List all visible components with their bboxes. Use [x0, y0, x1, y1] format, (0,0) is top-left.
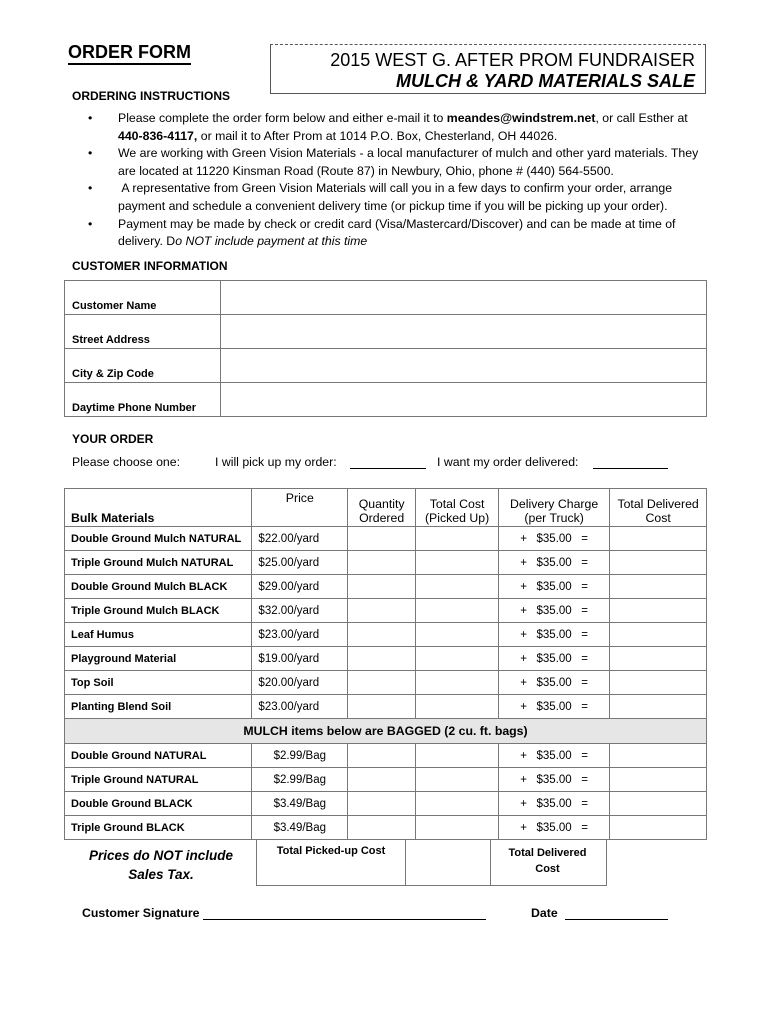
- table-row: [65, 792, 707, 816]
- material-price: $25.00/yard: [252, 551, 348, 575]
- total-cost-input[interactable]: [416, 527, 499, 551]
- delivery-charge: + $35.00 =: [499, 816, 610, 840]
- total-delivered-input[interactable]: [610, 647, 707, 671]
- bagged-heading-row: [65, 719, 707, 744]
- total-delivered-input[interactable]: [610, 744, 707, 768]
- order-table: [64, 488, 707, 840]
- table-row: [65, 527, 707, 551]
- total-cost-input[interactable]: [416, 599, 499, 623]
- total-delivered-input[interactable]: [610, 527, 707, 551]
- total-delivered-input[interactable]: [610, 695, 707, 719]
- table-row: [65, 671, 707, 695]
- quantity-input[interactable]: [348, 792, 416, 816]
- table-row: [65, 599, 707, 623]
- material-price: $32.00/yard: [252, 599, 348, 623]
- bullet-icon: •: [88, 111, 93, 125]
- choose-label: Please choose one:: [72, 455, 181, 469]
- total-cost-input[interactable]: [416, 792, 499, 816]
- instruction-emphasis: o NOT include payment at this time: [175, 234, 368, 249]
- customer-name-label: Customer Name: [72, 300, 157, 312]
- material-name: Planting Blend Soil: [65, 695, 252, 719]
- table-row: [65, 647, 707, 671]
- pickup-input[interactable]: [350, 468, 426, 469]
- quantity-input[interactable]: [348, 623, 416, 647]
- table-row: [65, 551, 707, 575]
- total-delivered-input[interactable]: [610, 623, 707, 647]
- instruction-text: We are working with Green Vision Materials - a local manufacturer of mulch and other yard materials. They are located at 11220 Kinsman Road (Route 87) in Newbury, Ohio, phone # (440) 564-5500.: [118, 146, 699, 178]
- your-order-heading: YOUR ORDER: [72, 432, 154, 446]
- total-header: Total Delivered Cost: [610, 489, 707, 527]
- material-name: Triple Ground Mulch BLACK: [65, 599, 252, 623]
- title-box: [270, 44, 706, 94]
- date-input[interactable]: [565, 919, 668, 920]
- total-cost-input[interactable]: [416, 671, 499, 695]
- phone-input[interactable]: [221, 383, 707, 417]
- instruction-item: [88, 145, 708, 180]
- instruction-item: [88, 216, 708, 251]
- instruction-text: Payment may be made by check or credit card (Visa/Mastercard/Discover) and can be made at time of delivery. D: [118, 216, 676, 249]
- total-delivered-input[interactable]: [610, 599, 707, 623]
- form-title: ORDER FORM: [68, 42, 191, 65]
- total-cost-input[interactable]: [416, 816, 499, 840]
- material-price: $29.00/yard: [252, 575, 348, 599]
- quantity-input[interactable]: [348, 695, 416, 719]
- bullet-icon: •: [88, 181, 93, 196]
- total-delivered-input[interactable]: [610, 671, 707, 695]
- totals-divider: [405, 839, 406, 885]
- bagged-heading: MULCH items below are BAGGED (2 cu. ft. bags): [65, 719, 707, 744]
- bullet-icon: •: [88, 146, 93, 161]
- material-name: Triple Ground NATURAL: [65, 768, 252, 792]
- delivery-charge: + $35.00 =: [499, 768, 610, 792]
- delivery-charge: + $35.00 =: [499, 695, 610, 719]
- materials-header: Bulk Materials: [65, 489, 252, 527]
- quantity-input[interactable]: [348, 575, 416, 599]
- quantity-input[interactable]: [348, 768, 416, 792]
- material-name: Double Ground NATURAL: [65, 744, 252, 768]
- cost-header: Total Cost (Picked Up): [416, 489, 499, 527]
- tax-note-line: Prices do NOT include: [88, 848, 234, 863]
- table-row: [65, 623, 707, 647]
- material-name: Triple Ground BLACK: [65, 816, 252, 840]
- delivery-charge: + $35.00 =: [499, 599, 610, 623]
- material-price: $3.49/Bag: [252, 792, 348, 816]
- material-name: Double Ground BLACK: [65, 792, 252, 816]
- quantity-input[interactable]: [348, 647, 416, 671]
- instruction-item: [88, 180, 708, 215]
- tax-note: [80, 846, 242, 884]
- qty-header: Quantity Ordered: [348, 489, 416, 527]
- delivered-label: I want my order delivered:: [437, 455, 579, 469]
- date-label: Date: [531, 906, 558, 920]
- instruction-text: , or call Esther at: [595, 111, 688, 125]
- total-delivered-input[interactable]: [610, 792, 707, 816]
- total-delivered-input[interactable]: [610, 816, 707, 840]
- instructions-list: [88, 110, 708, 251]
- instruction-item: [88, 110, 708, 145]
- quantity-input[interactable]: [348, 744, 416, 768]
- quantity-input[interactable]: [348, 527, 416, 551]
- delivery-header: Delivery Charge (per Truck): [499, 489, 610, 527]
- instruction-text: or mail it to After Prom at 1014 P.O. Box, Chesterland, OH 44026.: [197, 128, 558, 143]
- phone-number: 440-836-4117,: [118, 128, 198, 143]
- delivered-input[interactable]: [593, 468, 668, 469]
- total-cost-input[interactable]: [416, 575, 499, 599]
- total-cost-input[interactable]: [416, 744, 499, 768]
- material-price: $23.00/yard: [252, 695, 348, 719]
- quantity-input[interactable]: [348, 816, 416, 840]
- material-price: $2.99/Bag: [252, 744, 348, 768]
- total-cost-input[interactable]: [416, 695, 499, 719]
- sale-title: MULCH & YARD MATERIALS SALE: [396, 71, 695, 91]
- delivery-charge: + $35.00 =: [499, 671, 610, 695]
- table-row: [65, 768, 707, 792]
- street-address-label: Street Address: [65, 315, 221, 349]
- total-delivered-label: Total Delivered Cost: [508, 847, 587, 875]
- pickup-label: I will pick up my order:: [215, 455, 337, 469]
- total-cost-input[interactable]: [416, 623, 499, 647]
- signature-input[interactable]: [203, 919, 486, 920]
- table-row: [65, 744, 707, 768]
- material-name: Double Ground Mulch BLACK: [65, 575, 252, 599]
- customer-name-input[interactable]: [221, 281, 707, 315]
- total-delivered-input[interactable]: [610, 551, 707, 575]
- city-zip-input[interactable]: [221, 349, 707, 383]
- material-price: $3.49/Bag: [252, 816, 348, 840]
- quantity-input[interactable]: [348, 599, 416, 623]
- delivery-charge: + $35.00 =: [499, 551, 610, 575]
- material-price: $2.99/Bag: [252, 768, 348, 792]
- delivery-charge: + $35.00 =: [499, 575, 610, 599]
- material-price: $19.00/yard: [252, 647, 348, 671]
- material-price: $23.00/yard: [252, 623, 348, 647]
- total-cost-input[interactable]: [416, 647, 499, 671]
- table-row: [65, 695, 707, 719]
- delivery-charge: + $35.00 =: [499, 792, 610, 816]
- event-title: 2015 WEST G. AFTER PROM FUNDRAISER: [330, 50, 695, 70]
- delivery-charge: + $35.00 =: [499, 623, 610, 647]
- signature-label: Customer Signature: [82, 906, 200, 920]
- city-zip-label: City & Zip Code: [65, 349, 221, 383]
- total-cost-input[interactable]: [416, 551, 499, 575]
- total-picked-label: Total Picked-up Cost: [276, 845, 386, 857]
- tax-note-line: Sales Tax.: [128, 867, 194, 882]
- total-delivered-input[interactable]: [610, 575, 707, 599]
- material-name: Double Ground Mulch NATURAL: [65, 527, 252, 551]
- material-name: Playground Material: [65, 647, 252, 671]
- phone-label: Daytime Phone Number: [65, 383, 221, 417]
- material-price: $20.00/yard: [252, 671, 348, 695]
- total-cost-input[interactable]: [416, 768, 499, 792]
- table-row: [65, 575, 707, 599]
- delivery-charge: + $35.00 =: [499, 647, 610, 671]
- street-address-input[interactable]: [221, 315, 707, 349]
- customer-table: [64, 280, 707, 417]
- material-name: Top Soil: [65, 671, 252, 695]
- quantity-input[interactable]: [348, 671, 416, 695]
- instruction-text: A representative from Green Vision Materials will call you in a few days to confirm your order, arrange payment and schedule a convenient delivery time (or pickup time if you will be picking up your order).: [118, 181, 676, 213]
- bullet-icon: •: [88, 216, 93, 231]
- delivery-charge: + $35.00 =: [499, 527, 610, 551]
- material-name: Leaf Humus: [65, 623, 252, 647]
- customer-heading: CUSTOMER INFORMATION: [72, 259, 228, 273]
- table-header-row: [65, 489, 707, 527]
- quantity-input[interactable]: [348, 551, 416, 575]
- table-row: [65, 816, 707, 840]
- total-delivered-input[interactable]: [610, 768, 707, 792]
- material-price: $22.00/yard: [252, 527, 348, 551]
- instructions-heading: ORDERING INSTRUCTIONS: [72, 89, 231, 103]
- material-name: Triple Ground Mulch NATURAL: [65, 551, 252, 575]
- instruction-text: Please complete the order form below and either e-mail it to: [118, 111, 447, 125]
- email-address: meandes@windstrem.net: [446, 111, 596, 125]
- delivery-charge: + $35.00 =: [499, 744, 610, 768]
- price-header: Price: [252, 489, 348, 527]
